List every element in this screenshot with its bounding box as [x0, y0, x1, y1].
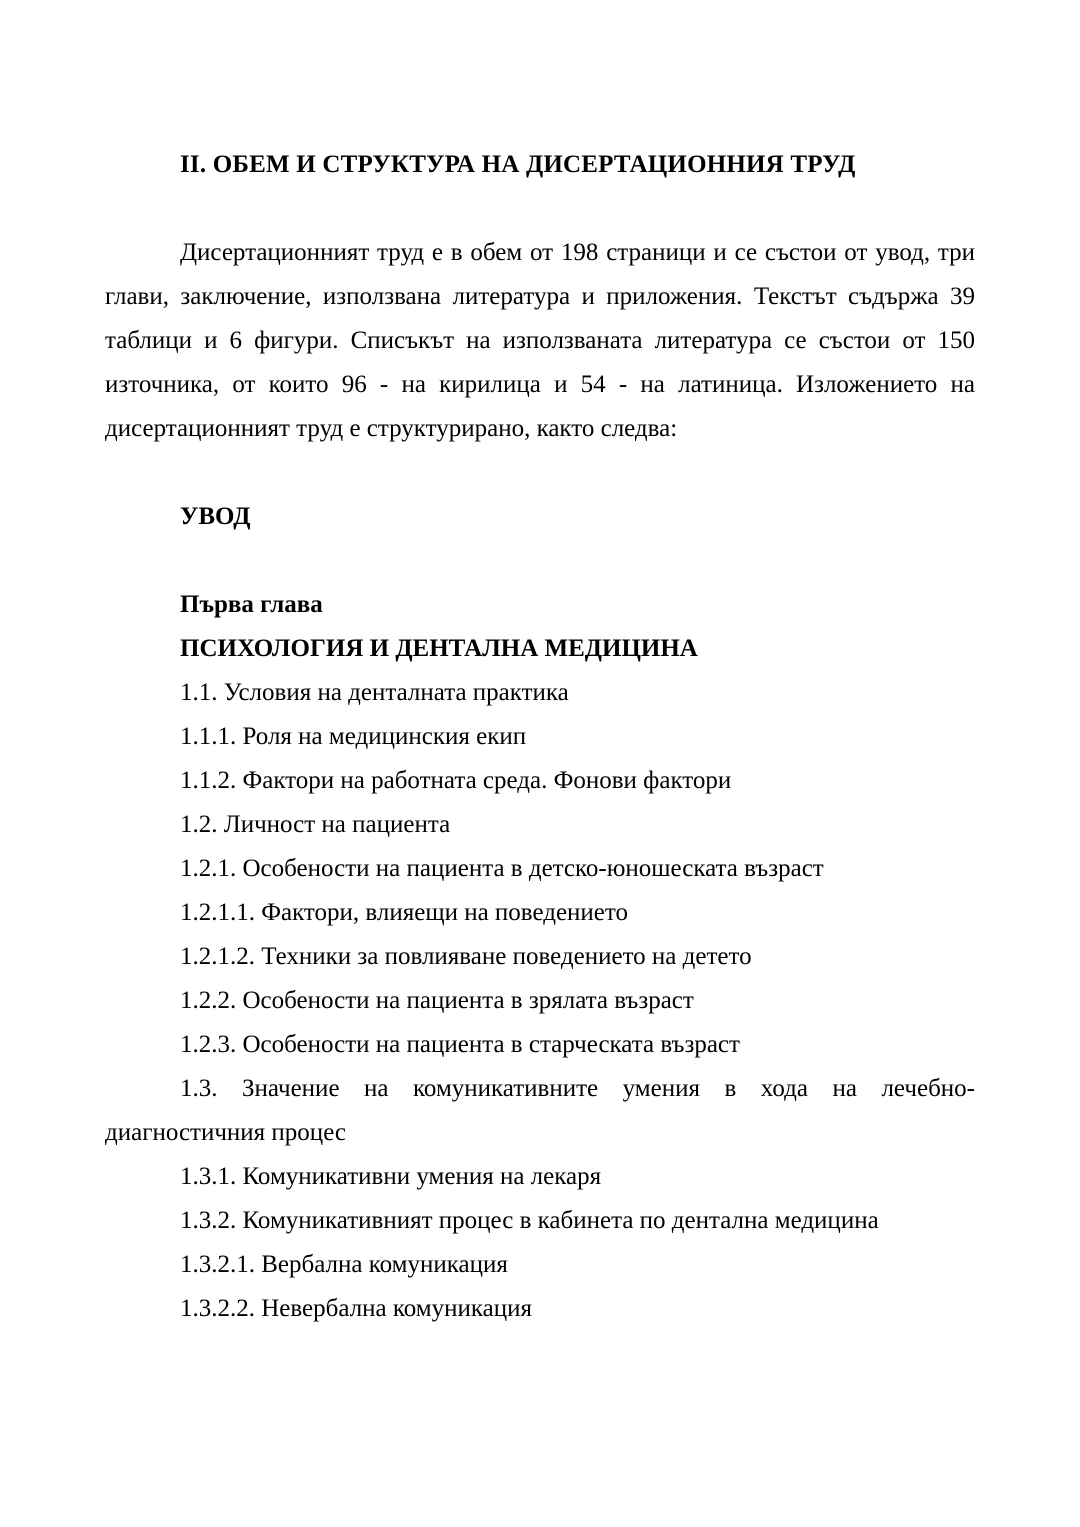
toc-item: 1.2.1.2. Техники за повлияване поведението на детето — [180, 943, 752, 970]
toc-item: 1.2. Личност на пациента — [180, 811, 451, 838]
toc-item: 1.1.1. Роля на медицинския екип — [180, 723, 527, 750]
uvod-heading: УВОД — [180, 503, 251, 530]
toc-item: 1.2.1. Особености на пациента в детско-юношеската възраст — [180, 855, 824, 882]
document-title: II. ОБЕМ И СТРУКТУРА НА ДИСЕРТАЦИОННИЯ ТРУД — [180, 151, 856, 178]
toc-item: 1.3.2. Комуникативният процес в кабинета по дентална медицина — [180, 1207, 879, 1234]
chapter-label: Първа глава — [180, 591, 323, 618]
toc-item: 1.3. Значение на комуникативните умения в хода на лечебно-диагностичния процес — [105, 1075, 975, 1146]
toc-item: 1.2.2. Особености на пациента в зрялата възраст — [180, 987, 694, 1014]
toc-item: 1.2.1.1. Фактори, влияещи на поведението — [180, 899, 628, 926]
toc-item: 1.3.2.2. Невербална комуникация — [180, 1295, 532, 1322]
toc-list — [105, 671, 975, 1331]
toc-item: 1.3.1. Комуникативни умения на лекаря — [180, 1163, 602, 1190]
toc-item: 1.1.2. Фактори на работната среда. Фонови фактори — [180, 767, 732, 794]
chapter-title: ПСИХОЛОГИЯ И ДЕНТАЛНА МЕДИЦИНА — [180, 635, 698, 662]
toc-item: 1.1. Условия на денталната практика — [180, 679, 569, 706]
intro-paragraph: Дисертационният труд е в обем от 198 страници и се състои от увод, три глави, заключение, използвана литература и приложения. Текстът съдържа 39 таблици и 6 фигури. Списъкът на използваната литература се състои от 150 източника, от които 96 - на кирилица и 54 - на латиница. Изложението на дисертационният труд е структурирано, както следва: — [105, 239, 975, 442]
toc-item: 1.3.2.1. Вербална комуникация — [180, 1251, 508, 1278]
toc-item: 1.2.3. Особености на пациента в старческата възраст — [180, 1031, 740, 1058]
